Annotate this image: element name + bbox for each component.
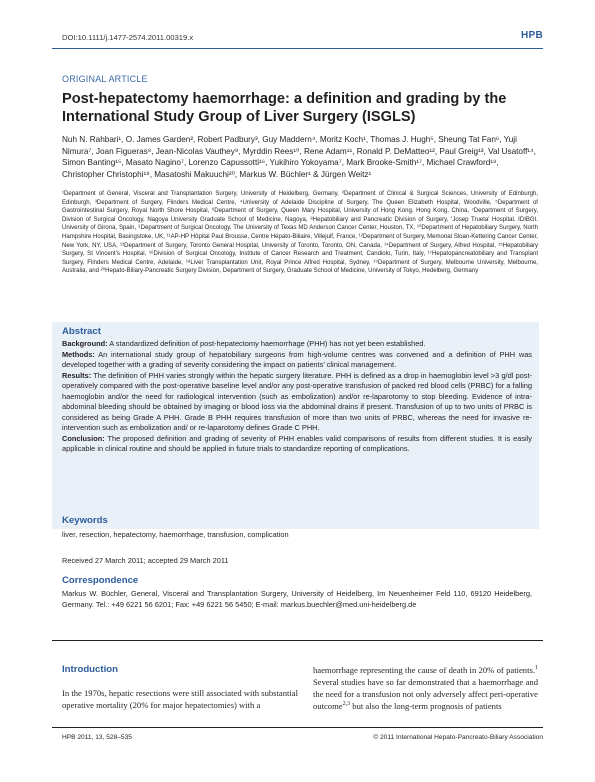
footer-citation: HPB 2011, 13, 528–535 [62, 734, 132, 741]
intro-column-1 [62, 687, 298, 711]
results-text: The definition of PHH varies strongly within the hepatic surgery literature. PHH is defined as a drop in haemoglobin level >3 g/dl post-operatively compared with the post-operative baseline level and/or any post-operative transfusion of packed red blood cells (PRBC) for a falling haemoglobin and/or the need for radiological intervention (such as embolization) and/or re-laparotomy to stop bleeding. Evidence of intra-abdominal bleeding should be obtained by imaging or blood loss via the abdominal drains if present. Transfusion of up to two units of PRBC is considered as being Grade A PHH. Grade B PHH requires transfusion of more than two units of PRBC, whereas the need for invasive re-intervention such as embolization and/ or re-laparotomy defines Grade C PHH. [62, 370, 532, 432]
journal-logo: HPB [520, 30, 543, 41]
affiliations: ¹Department of General, Visceral and Transplantation Surgery, University of Heidelberg, Germany, ²Department of Clinical & Surgical Sciences, University of Edinburgh, Edinburgh, ³Department of Surgery, Flinders Medical Centre, ⁴University of Adelaide Discipline of Surgery, The Queen Elizabeth Hospital, Woodville, ⁵Department of Gastrointestinal Surgery, Royal North Shore Hospital, ⁶Department of Surgery, Queen Mary Hospital, University of Hong Kong, Hong Kong, China, ⁷Department of Surgery, Division of Surgical Oncology, Nagoya University Graduate School of Medicine, Nagoya, ⁸Hepatobiliary and Pancreatic Division of Surgery, ‘Josep Trueta’ Hospital. IDIBGI. University of Girona, Spain, ⁹Department of Surgical Oncology, The University of Texas MD Anderson Cancer Center, Houston, TX, ¹⁰Department of Hepatobiliary Surgery, North Hampshire Hospital, Basingstoke, UK, ¹¹AP-HP Hôpital Paul Brousse, Centre Hépato-Biliaire, Villejuif, France, ¹²Department of Surgery, Memorial Sloan-Kettering Cancer Center, New York, NY, USA, ¹³Department of Surgery, Toronto General Hospital, University of Toronto, Toronto, ON, Canada, ¹⁴Department of Surgery, Alfred Hospital, ¹⁵Hepatobiliary Surgery, St Vincent’s Hospital, ¹⁶Division of Surgical Oncology, Institute of Cancer Research and Treatment, Candiolo, Turin, Italy, ¹⁷Hepatopancreatobiliary and Transplant Surgery, Flinders Medical Centre, Adelaide, ¹⁸Liver Transplantation Unit, Royal Prince Alfred Hospital, Sydney, ¹⁹Department of Surgery, Melbourne University, Melbourne, Australia, and ²⁰Hepato-Biliary-Pancreatic Surgery Division, Department of Surgery, Graduate School of Medicine, University of Tokyo, Hedelberg, Germany [62, 191, 538, 275]
received-dates: Received 27 March 2011; accepted 29 March 2011 [62, 556, 229, 565]
article-type: ORIGINAL ARTICLE [62, 74, 148, 84]
correspondence-text: Markus W. Büchler, General, Visceral and Transplantation Surgery, University of Heidelberg, Im Neuenheimer Feld 110, 69120 Heidelberg, Germany. Tel.: +49 6221 56 6201; Fax: +49 6221 56 5450; E-mail: markus.buechler@med.uni-heidelberg.de [62, 589, 532, 609]
keywords-heading: Keywords [62, 515, 108, 526]
intro-column-2 [313, 664, 538, 712]
header-divider [52, 48, 543, 49]
footer-divider [52, 727, 543, 728]
abstract-heading: Abstract [62, 326, 101, 337]
correspondence-heading: Correspondence [62, 575, 139, 586]
article-title: Post-hepatectomy haemorrhage: a definition and grading by the International Study Group of Liver Surgery (ISGLS) [62, 91, 507, 125]
background-label: Background: [62, 339, 108, 348]
intro-col2-text-2: Several studies have so far demonstrated that a haemorrhage and the need for a transfusion not only adversely affect peri-operative outcome [313, 677, 538, 711]
citation-2-3[interactable]: 2,3 [342, 701, 351, 708]
author-list: Nuh N. Rahbari¹, O. James Garden², Robert Padbury³, Guy Maddern⁴, Moritz Koch¹, Thomas J. Hugh⁵, Sheung Tat Fan⁶, Yuji Nimura⁷, Joan Figueras⁸, Jean-Nicolas Vauthey⁹, Myrddin Rees¹⁰, Rene Adam¹¹, Ronald P. DeMatteo¹², Paul Greig¹³, Val Usatoff¹⁴, Simon Banting¹⁵, Masato Nagino⁷, Lorenzo Capussotti¹⁶, Yukihiro Yokoyama⁷, Mark Brooke-Smith¹⁷, Michael Crawford¹⁸, Christopher Christophi¹⁹, Masatoshi Makuuchi²⁰, Markus W. Büchler¹ & Jürgen Weitz¹ [62, 135, 536, 179]
intro-col2-text-3: but also the long-term prognosis of patients [350, 701, 502, 711]
footer-copyright: © 2011 International Hepato-Pancreato-Biliary Association [373, 734, 543, 741]
citation-1[interactable]: 1 [534, 665, 538, 672]
methods-label: Methods: [62, 349, 95, 359]
section-divider [52, 640, 543, 641]
intro-col1-text: In the 1970s, hepatic resections were still associated with substantial operative mortality (20% for major hepatectomies) with a [62, 688, 298, 710]
results-label: Results: [62, 370, 92, 380]
methods-text: An international study group of hepatobiliary surgeons from high-volume centres was convened and a definition of PHH was developed together with a grading of severity considering the impact on patients’ clinical management. [62, 349, 532, 369]
intro-col2-text-1: haemorrhage representing the cause of death in 20% of patients. [313, 665, 535, 675]
background-text: A standardized definition of post-hepatectomy haemorrhage (PHH) has not yet been established. [107, 339, 426, 348]
conclusion-text: The proposed definition and grading of severity of PHH enables valid comparisons of results from different studies. It is easily applicable in clinical routine and should be applied in future trials to standardize reporting of complications. [62, 433, 532, 453]
introduction-heading: Introduction [62, 664, 118, 675]
doi[interactable]: DOI:10.1111/j.1477-2574.2011.00319.x [62, 33, 194, 42]
conclusion-label: Conclusion: [62, 433, 105, 443]
abstract-body [62, 339, 532, 455]
keywords-list: liver, resection, hepatectomy, haemorrhage, transfusion, complication [62, 530, 289, 539]
